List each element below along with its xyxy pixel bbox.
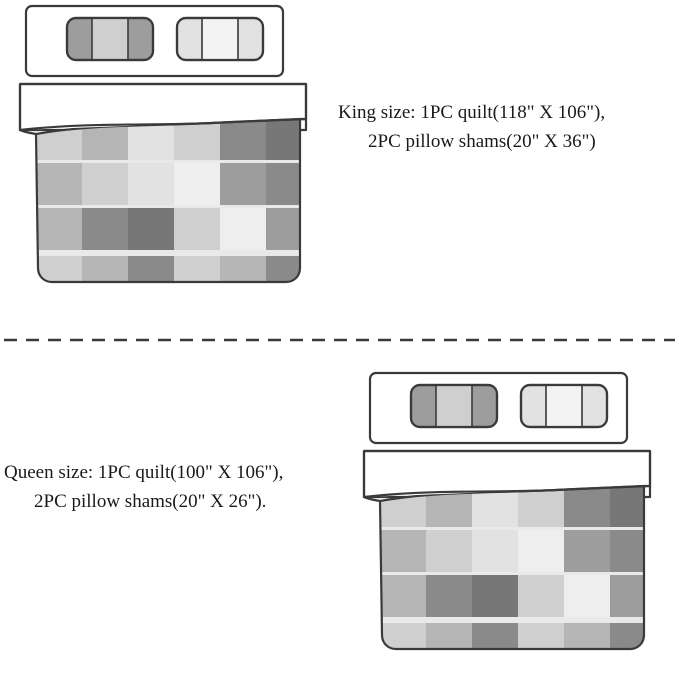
king-caption-line1: King size: 1PC quilt(118" X 106"),: [338, 102, 606, 123]
king-bed-illustration: [0, 0, 330, 330]
pillow-right: [521, 385, 607, 427]
queen-caption-line1: Queen size: 1PC quilt(100" X 106"),: [4, 462, 284, 483]
queen-size-section: [0, 345, 679, 678]
queen-size-caption: [4, 458, 283, 517]
section-divider: [0, 338, 679, 342]
queen-bed-illustration: [344, 367, 674, 697]
pillow-left: [411, 385, 497, 427]
pillow-right: [177, 18, 263, 60]
queen-quilt-grid: [374, 477, 656, 657]
king-quilt-grid: [30, 110, 312, 290]
king-size-caption: [338, 98, 605, 157]
pillow-left: [67, 18, 153, 60]
king-size-section: [0, 0, 679, 335]
king-caption-line2: 2PC pillow shams(20" X 36"): [368, 131, 596, 153]
queen-caption-line2: 2PC pillow shams(20" X 26").: [34, 491, 267, 513]
